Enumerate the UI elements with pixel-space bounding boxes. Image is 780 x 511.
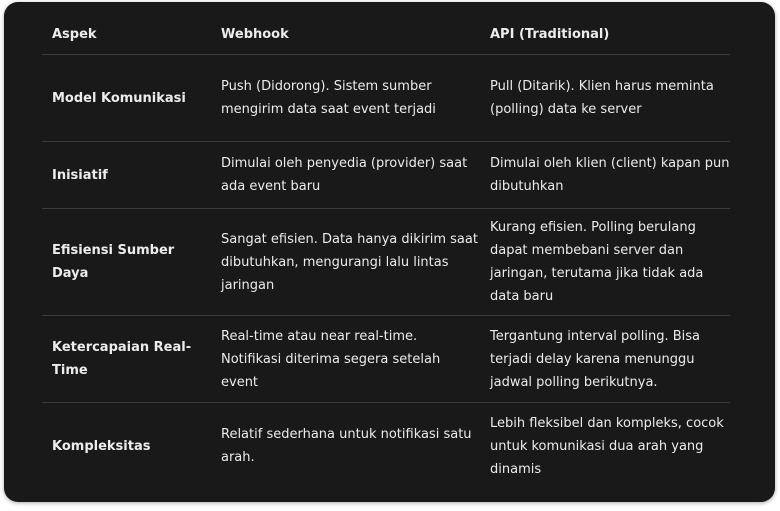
api-cell: Dimulai oleh klien (client) kapan pun dibutuhkan xyxy=(480,142,730,209)
api-cell: Tergantung interval polling. Bisa terjadi delay karena menunggu jadwal polling berikutnya. xyxy=(480,316,730,403)
table-header-row xyxy=(42,14,730,55)
webhook-cell: Sangat efisien. Data hanya dikirim saat dibutuhkan, mengurangi lalu lintas jaringan xyxy=(211,209,480,316)
table-row xyxy=(42,55,730,142)
webhook-cell: Relatif sederhana untuk notifikasi satu arah. xyxy=(221,427,472,465)
table-row xyxy=(42,316,730,403)
webhook-cell: Real-time atau near real-time. Notifikasi diterima segera setelah event xyxy=(211,316,480,403)
table-row xyxy=(42,209,730,316)
table-row xyxy=(42,403,730,490)
header-webhook: Webhook xyxy=(211,14,480,55)
api-cell: Pull (Ditarik). Klien harus meminta (polling) data ke server xyxy=(480,55,730,142)
aspect-cell: Inisiatif xyxy=(42,142,211,209)
api-cell: Lebih fleksibel dan kompleks, cocok untuk komunikasi dua arah yang dinamis xyxy=(490,415,724,477)
api-cell: Kurang efisien. Polling berulang dapat membebani server dan jaringan, terutama jika tidak ada data baru xyxy=(480,209,730,316)
aspect-cell: Kompleksitas xyxy=(52,438,151,454)
comparison-table xyxy=(42,14,730,489)
header-aspect: Aspek xyxy=(42,14,211,55)
aspect-cell: Efisiensi Sumber Daya xyxy=(42,209,211,316)
aspect-cell: Ketercapaian Real-Time xyxy=(42,316,211,403)
aspect-cell: Model Komunikasi xyxy=(42,55,211,142)
webhook-cell: Push (Didorong). Sistem sumber mengirim data saat event terjadi xyxy=(211,55,480,142)
webhook-cell: Dimulai oleh penyedia (provider) saat ada event baru xyxy=(211,142,480,209)
comparison-card xyxy=(4,2,775,502)
table-row xyxy=(42,142,730,209)
header-api: API (Traditional) xyxy=(480,14,730,55)
